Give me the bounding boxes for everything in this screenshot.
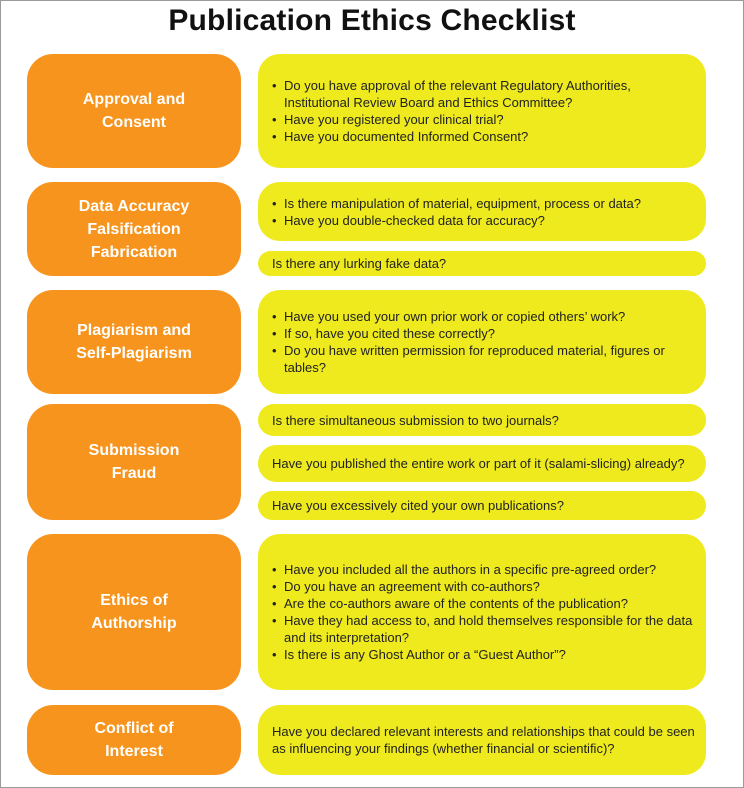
question-box-data-accuracy	[258, 182, 706, 241]
list-item: • Do you have an agreement with co-authors?	[272, 578, 696, 595]
list-item: • Have you registered your clinical trial?	[272, 111, 696, 128]
list-item: • Have you double-checked data for accuracy?	[272, 212, 696, 229]
category-plagiarism: Plagiarism and Self-Plagiarism	[27, 290, 241, 394]
list-item: • Are the co-authors aware of the contents of the publication?	[272, 595, 696, 612]
question-list	[272, 195, 696, 229]
question-box-self-citation	[258, 491, 706, 520]
list-item: • Is there is any Ghost Author or a “Guest Author”?	[272, 646, 696, 663]
question-list	[272, 561, 696, 663]
question-box-plagiarism	[258, 290, 706, 394]
list-item: • Have you included all the authors in a specific pre-agreed order?	[272, 561, 696, 578]
question-list	[272, 77, 696, 145]
list-item: • Do you have written permission for reproduced material, figures or tables?	[272, 342, 696, 376]
category-authorship: Ethics of Authorship	[27, 534, 241, 690]
list-item: • If so, have you cited these correctly?	[272, 325, 696, 342]
category-data-accuracy: Data Accuracy Falsification Fabrication	[27, 182, 241, 276]
question-box-conflict	[258, 705, 706, 775]
list-item: • Have they had access to, and hold themselves responsible for the data and its interpretation?	[272, 612, 696, 646]
question-box-fake-data	[258, 251, 706, 276]
question-text: Have you excessively cited your own publications?	[272, 498, 564, 513]
question-list	[272, 308, 696, 376]
list-item: • Do you have approval of the relevant Regulatory Authorities, Institutional Review Board and Ethics Committee?	[272, 77, 696, 111]
question-box-approval-consent	[258, 54, 706, 168]
question-text: Is there simultaneous submission to two journals?	[272, 412, 559, 428]
category-approval-consent: Approval and Consent	[27, 54, 241, 168]
question-text: Is there any lurking fake data?	[272, 256, 447, 271]
category-submission-fraud: Submission Fraud	[27, 404, 241, 520]
list-item: • Is there manipulation of material, equipment, process or data?	[272, 195, 696, 212]
question-text: Have you published the entire work or part of it (salami-slicing) already?	[272, 456, 685, 471]
question-box-simultaneous	[258, 404, 706, 436]
page-title: Publication Ethics Checklist	[168, 4, 576, 37]
list-item: • Have you documented Informed Consent?	[272, 128, 696, 145]
question-text: Have you declared relevant interests and relationships that could be seen as influencing your findings (whether financial or scientific)?	[272, 724, 695, 756]
question-box-authorship	[258, 534, 706, 690]
question-box-salami-slicing	[258, 445, 706, 482]
category-conflict-of-interest: Conflict of Interest	[27, 705, 241, 775]
list-item: • Have you used your own prior work or copied others’ work?	[272, 308, 696, 325]
